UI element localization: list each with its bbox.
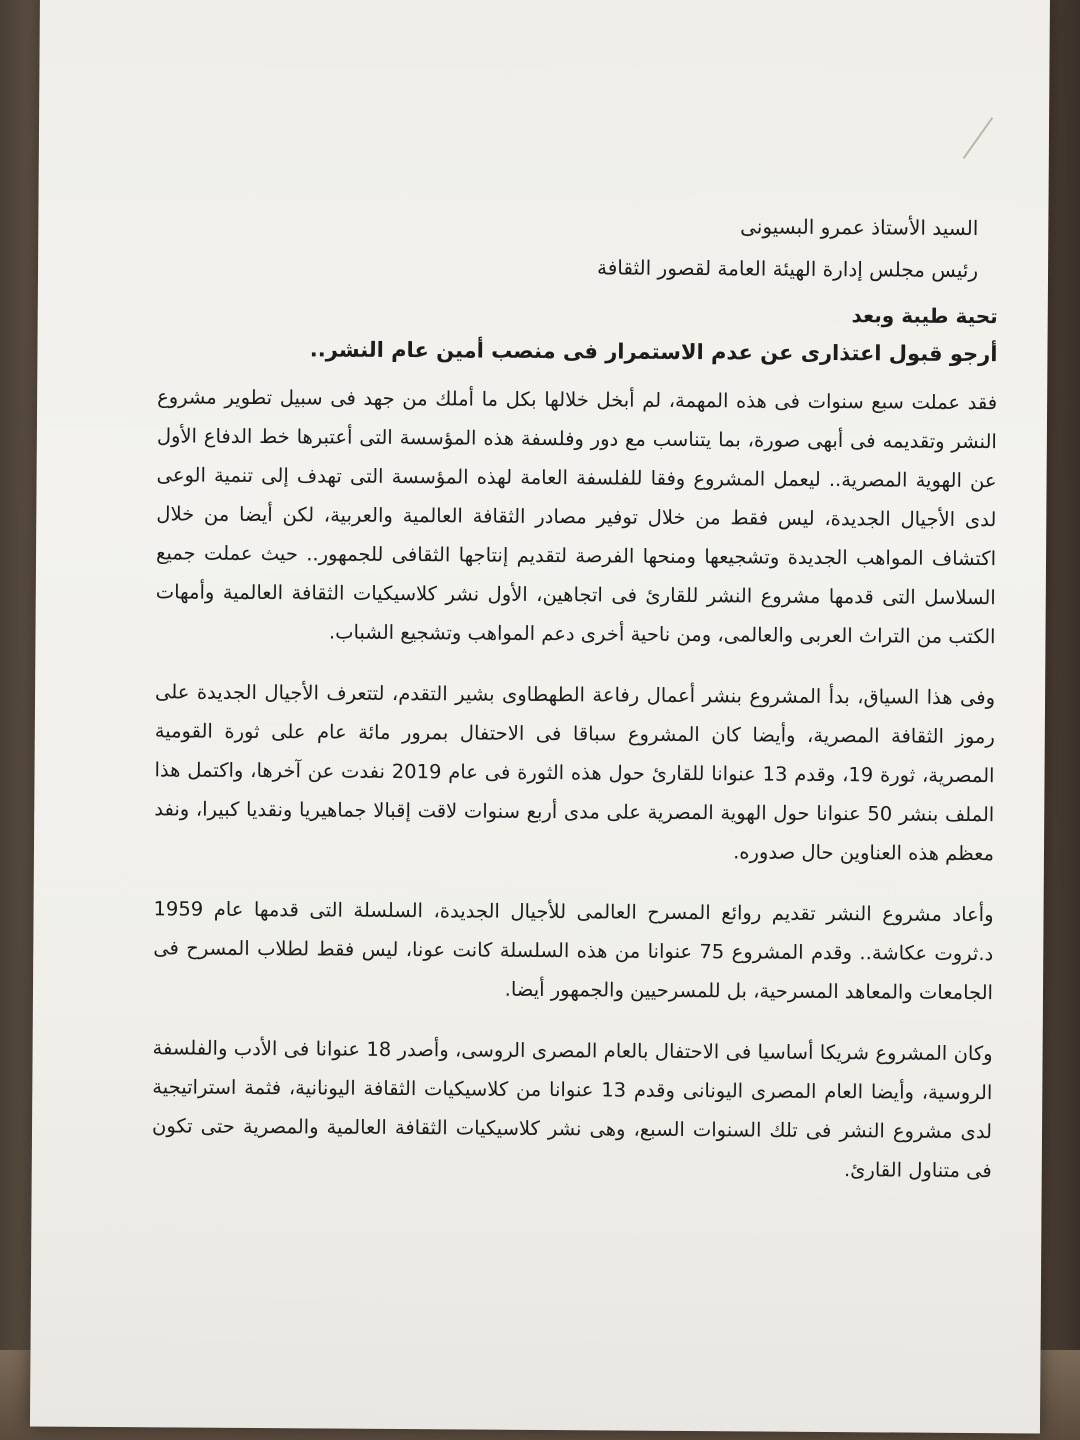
resignation-request: أرجو قبول اعتذارى عن عدم الاستمرار فى منصب أمين عام النشر.. <box>309 337 998 367</box>
paragraph-4: وكان المشروع شريكا أساسيا فى الاحتفال بالعام المصرى الروسى، وأصدر 18 عنوانا فى الأدب والفلسفة الروسية، وأيضا العام المصرى اليونانى وقدم 13 عنوانا من كلاسيكيات الثقافة اليونانية، فثمة استراتيجية لدى مشروع النشر فى تلك السنوات السبع، وهى نشر كلاسيكيات الثقافة العالمية والمصرية حتى تكون فى متناول القارئ. <box>151 1036 993 1183</box>
paragraph-3: وأعاد مشروع النشر تقديم روائع المسرح العالمى للأجيال الجديدة، السلسلة التى قدمها عام 1959 د.ثروت عكاشة.. وقدم المشروع 75 عنوانا من هذه السلسلة كانت عونا، ليس فقط لطلاب المسرح فى الجامعات والمعاهد المسرحية، بل للمسرحيين والجمهور أيضا. <box>153 897 994 1005</box>
paper-crease <box>963 117 994 159</box>
greeting: تحية طيبة وبعد <box>851 303 998 329</box>
addressee-name: السيد الأستاذ عمرو البسيونى <box>740 214 979 241</box>
paragraph-1: فقد عملت سبع سنوات فى هذه المهمة، لم أبخل خلالها بكل ما أملك من جهد فى سبيل تطوير مشروع النشر وتقديمه فى أبهى صورة، بما يتناسب مع دور وفلسفة هذه المؤسسة التى أعتبرها خط الدفاع الأول عن الهوية المصرية.. ليعمل المشروع وفقا للفلسفة العامة لهذه المؤسسة التى تهدف إلى تنمية الوعى لدى الأجيال الجديدة، ليس فقط من خلال توفير مصادر الثقافة العالمية والعربية، لكن أيضا من خلال اكتشاف المواهب الجديدة وتشجيعها ومنحها الفرصة لتقديم إنتاجها الثقافى للجمهور.. حيث عملت جميع السلاسل التى قدمها مشروع النشر للقارئ فى اتجاهين، الأول نشر كلاسيكيات الثقافة العالمية وأمهات الكتب من التراث العربى والعالمى، ومن ناحية أخرى دعم المواهب وتشجيع الشباب. <box>155 385 998 649</box>
addressee-title: رئيس مجلس إدارة الهيئة العامة لقصور الثقافة <box>596 255 979 283</box>
paragraph-2: وفى هذا السياق، بدأ المشروع بنشر أعمال رفاعة الطهطاوى بشير التقدم، لتتعرف الأجيال الجديدة على رموز الثقافة المصرية، وأيضا كان المشروع سباقا فى الاحتفال بمرور مائة عام على ثورة القومية المصرية، ثورة 19، وقدم 13 عنوانا للقارئ حول هذه الثورة فى عام 2019 نفدت عن آخرها، واكتمل هذا الملف بنشر 50 عنوانا حول الهوية المصرية على مدى أربع سنوات لاقت إقبالا جماهيريا ونقديا كبيرا، ونفد معظم هذه العناوين حال صدوره. <box>154 680 996 866</box>
letter-body <box>151 207 998 1212</box>
paper-sheet <box>30 0 1050 1433</box>
